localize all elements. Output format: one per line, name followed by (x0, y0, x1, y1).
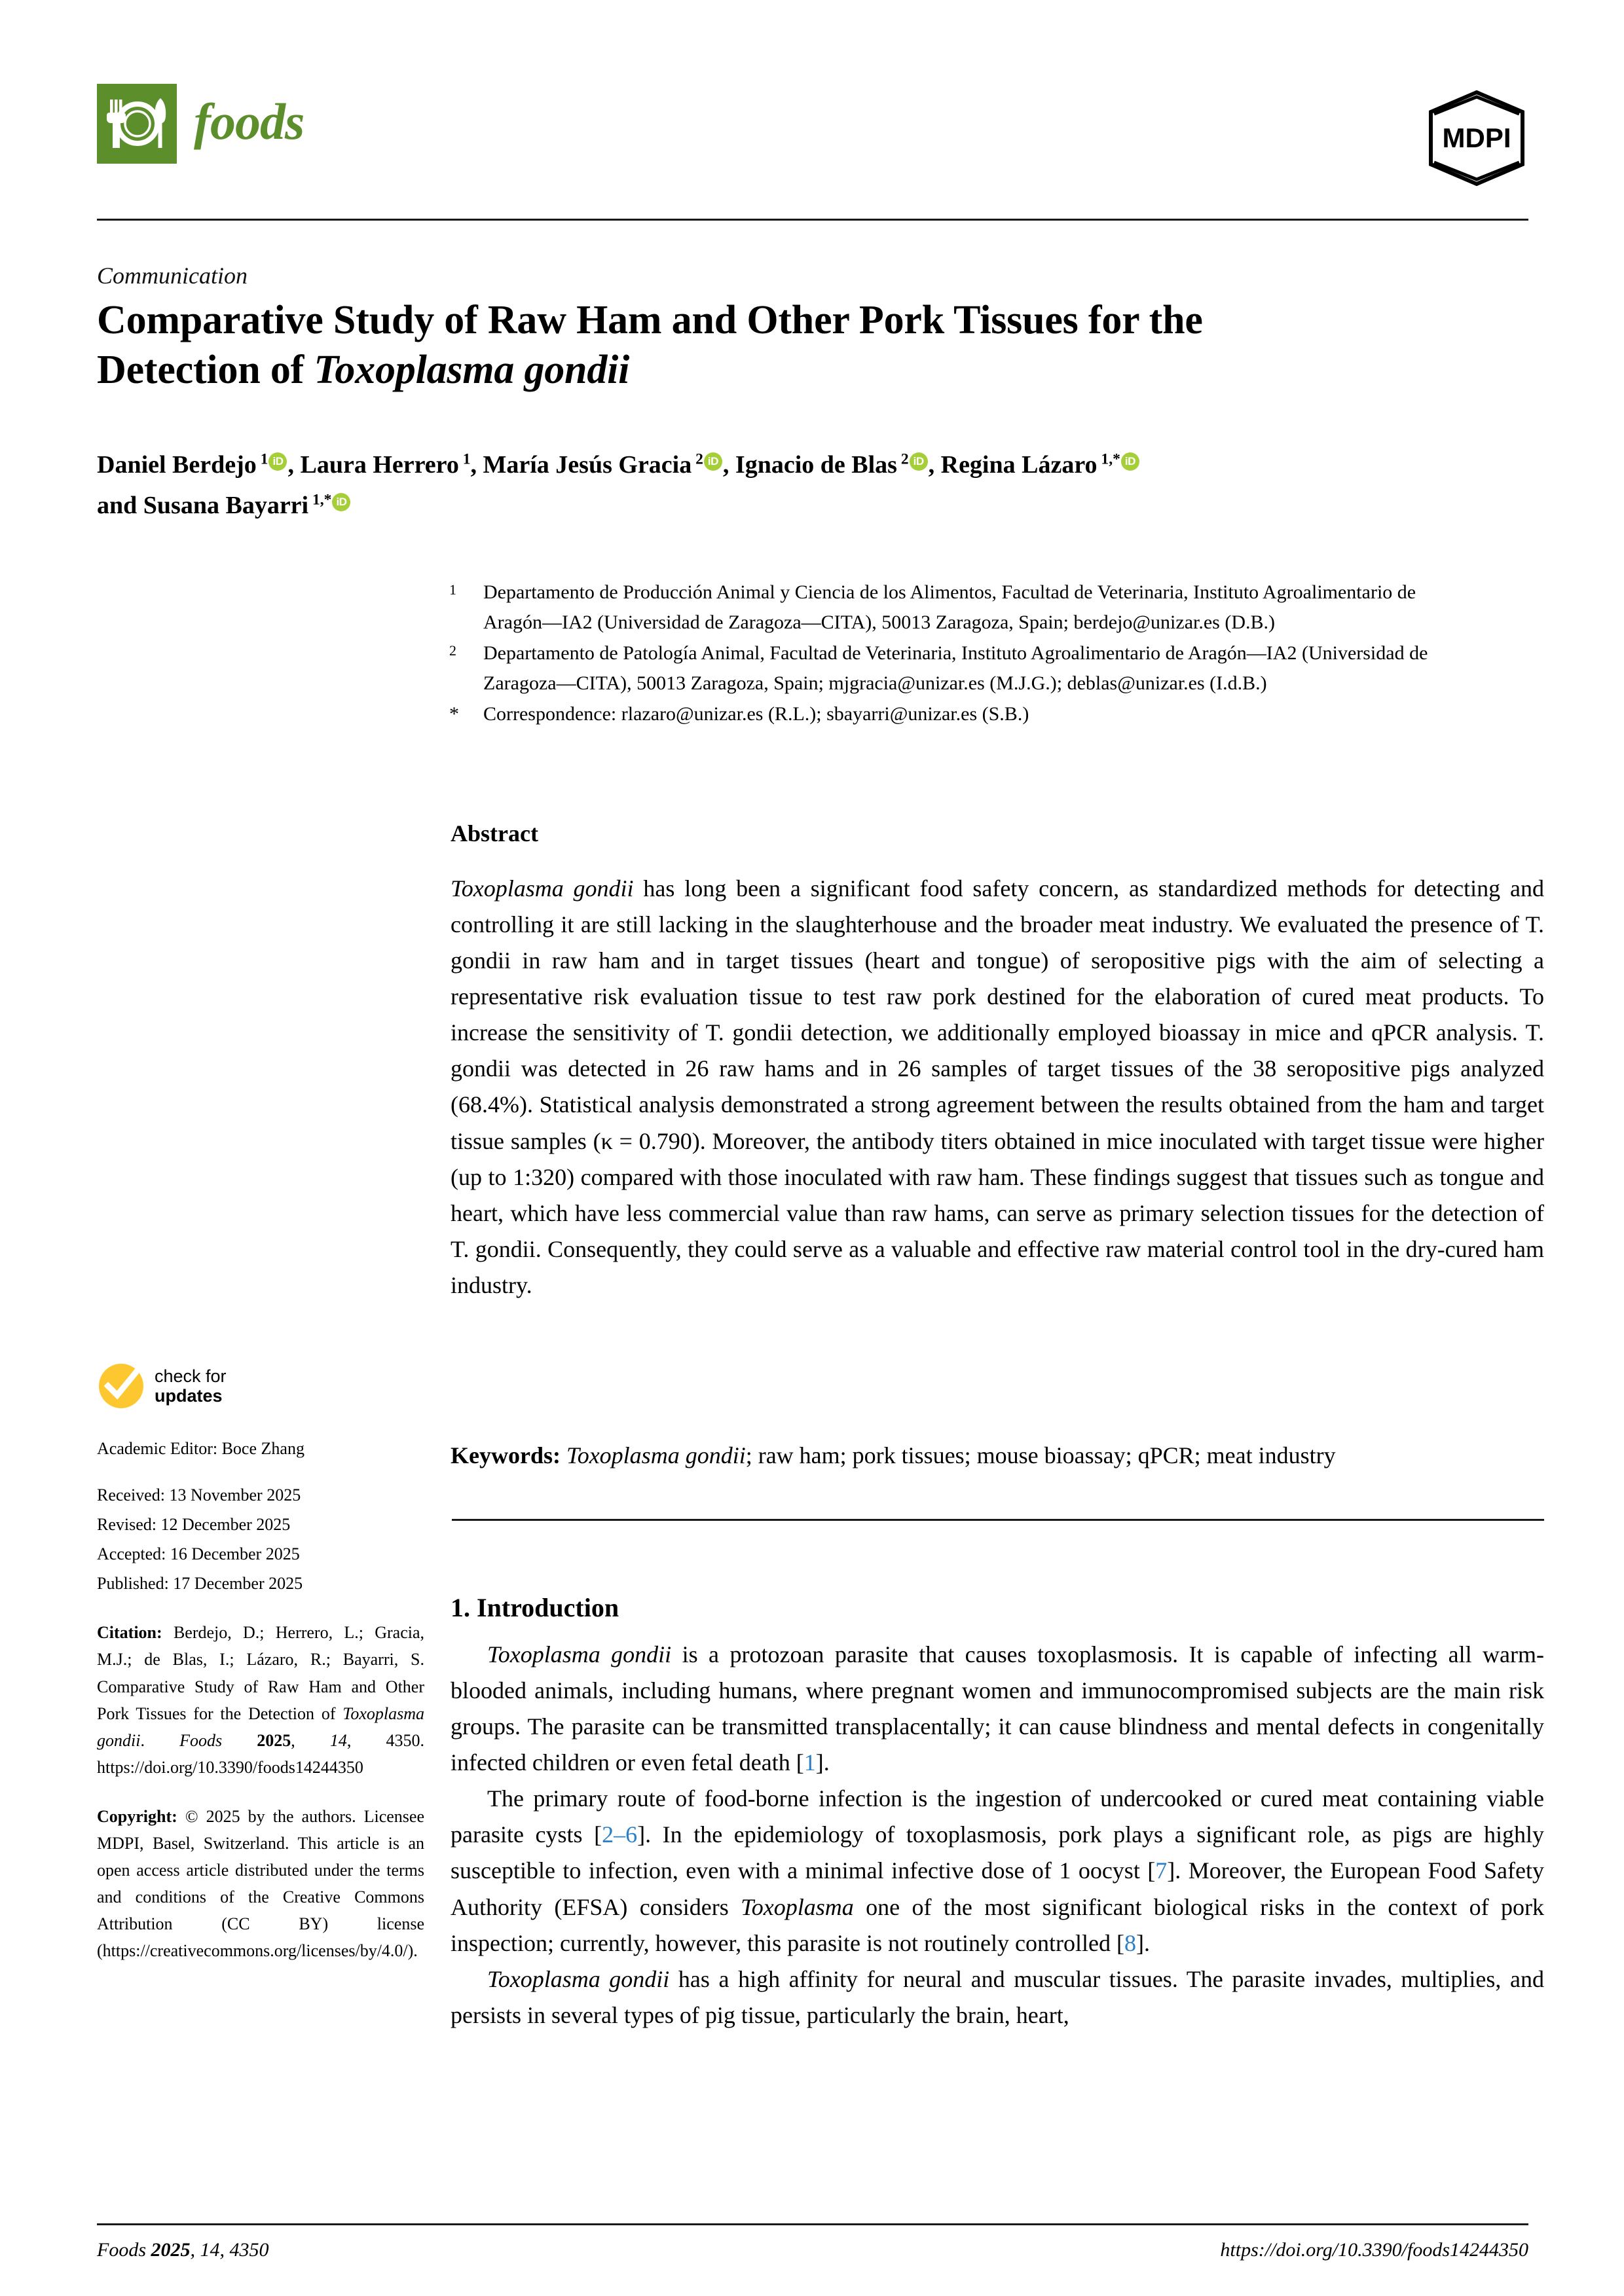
footer-journal: Foods (97, 2239, 146, 2261)
correspondence-text: Correspondence: rlazaro@unizar.es (R.L.); sbayarri@unizar.es (S.B.) (483, 703, 1029, 725)
footer-divider (97, 2223, 1528, 2225)
header-divider (97, 219, 1528, 221)
citation-article-number: 4350. (386, 1730, 425, 1750)
orcid-icon[interactable]: iD (268, 452, 287, 471)
footer-doi[interactable]: https://doi.org/10.3390/foods14244350 (1220, 2239, 1528, 2261)
footer-year: 2025 (151, 2239, 191, 2261)
reference-link[interactable]: 2–6 (602, 1821, 638, 1848)
journal-title: foods (194, 93, 304, 150)
check-for-updates-label (155, 1366, 227, 1406)
keywords-line (451, 1438, 1544, 1473)
paragraph-2-genus: Toxoplasma (741, 1893, 854, 1920)
article-type: Communication (97, 263, 248, 289)
abstract-heading: Abstract (451, 820, 538, 847)
date-received: Received: 13 November 2025 (97, 1485, 301, 1505)
paragraph-2-text-a: The primary route of food-borne infection is the ingestion of undercooked or cured meat containing viable parasite cysts [ (451, 1785, 1544, 1848)
reference-link[interactable]: 8 (1124, 1929, 1136, 1956)
title-line-1: Comparative Study of Raw Ham and Other Pork Tissues for the (97, 298, 1203, 342)
orcid-icon[interactable]: iD (1121, 452, 1139, 471)
affiliation-item (449, 638, 1471, 698)
mdpi-logo[interactable] (1425, 89, 1528, 187)
author-list: Daniel Berdejo $^1$ iD , Laura Herrero $^1$, María Jesús Gracia $^2$ iD , Ignacio de Blas $^2$ iD , Regina Lázaro $^{1,*}$ iD and Susana Bayarri $^{1,*}$ iD (97, 445, 1531, 526)
title-line-2-prefix: Detection of (97, 347, 314, 392)
cfu-line-1: check for (155, 1366, 227, 1386)
affiliation-list (449, 577, 1471, 731)
keywords-species: Toxoplasma gondii (566, 1442, 746, 1468)
masthead (97, 84, 1528, 189)
copyright-label: Copyright: (97, 1806, 177, 1826)
footer-volume: 14 (200, 2239, 220, 2261)
citation-doi-link[interactable]: https://doi.org/10.3390/foods14244350 (97, 1757, 363, 1777)
abstract-divider (452, 1519, 1544, 1521)
orcid-icon[interactable]: iD (910, 452, 928, 471)
date-accepted: Accepted: 16 December 2025 (97, 1544, 300, 1564)
author-affiliation-marker: 1,* (1097, 450, 1120, 468)
paragraph-2-text-d: one of the most significant biological risks in the context of pork inspection; currently, however, this parasite is not routinely controlled [ (451, 1893, 1545, 1956)
affiliation-item (449, 577, 1471, 637)
citation-block: Citation: Berdejo, D.; Herrero, L.; Gracia, M.J.; de Blas, I.; Lázaro, R.; Bayarri, S. Comparative Study of Raw Ham and Other Pork Tissues for the Detection of Toxoplasma gondii. Foods 2025, 14, 4350. https://doi.org/10.3390/foods14244350 (97, 1623, 425, 1777)
check-for-updates-badge[interactable] (97, 1362, 424, 1410)
mdpi-wordmark: MDPI (1442, 122, 1511, 153)
correspondence-item (449, 699, 1471, 729)
paragraph-1 (451, 1637, 1544, 1781)
author-affiliation-marker: 2 (692, 450, 703, 468)
abstract-body-text: has long been a significant food safety concern, as standardized methods for detecting and controlling it are still lacking in the slaughterhouse and the broader meat industry. We evaluated the presence of T. gondii in raw ham and in target tissues (heart and tongue) of seropositive pigs with the aim of selecting a representative risk evaluation tissue to test raw pork destined for the elaboration of cured meat products. To increase the sensitivity of T. gondii detection, we additionally employed bioassay in mice and qPCR analysis. T. gondii was detected in 26 raw hams and in 26 samples of target tissues of the 38 seropositive pigs analyzed (68.4%). Statistical analysis demonstrated a strong agreement between the results obtained from the ham and target tissue samples (κ = 0.790). Moreover, the antibody titers obtained in mice inoculated with target tissue were higher (up to 1:320) compared with those inoculated with raw ham. These findings suggest that tissues such as tongue and heart, which have less commercial value than raw hams, can serve as primary selection tissues for the detection of T. gondii. Consequently, they could serve as a valuable and effective raw material control tool in the dry-cured ham industry. (451, 875, 1544, 1298)
affiliation-text: Departamento de Producción Animal y Ciencia de los Alimentos, Facultad de Veterinaria, Instituto Agroalimentario de Aragón—IA2 (Universidad de Zaragoza—CITA), 50013 Zaragoza, Spain; berdejo@unizar.es (D.B.) (483, 581, 1416, 633)
copyright-text: © 2025 by the authors. Licensee MDPI, Basel, Switzerland. This article is an open access article distributed under the terms and conditions of the Creative Commons Attribution (CC BY) license (https://creativecommons.org/licenses/by/4.0/). (97, 1806, 424, 1961)
citation-label: Citation: (97, 1623, 162, 1643)
plate-cutlery-icon (97, 84, 177, 164)
academic-editor: Academic Editor: Boce Zhang (97, 1439, 304, 1458)
reference-link[interactable]: 7 (1155, 1857, 1168, 1884)
author-affiliation-marker: 2 (896, 450, 909, 468)
author-name[interactable]: Susana Bayarri (143, 491, 309, 519)
paragraph-2 (451, 1781, 1544, 1961)
copyright-block (97, 1803, 424, 1964)
date-revised: Revised: 12 December 2025 (97, 1515, 291, 1535)
title-species-name: Toxoplasma gondii (314, 347, 630, 392)
footer-citation: Foods 2025, 14, 4350 (97, 2239, 269, 2261)
affiliation-text: Departamento de Patología Animal, Facultad de Veterinaria, Instituto Agroalimentario de Aragón—IA2 (Universidad de Zaragoza—CITA), 50013 Zaragoza, Spain; mjgracia@unizar.es (M.J.G.); deblas@unizar.es (I.d.B.) (483, 642, 1428, 694)
citation-year: 2025 (257, 1730, 291, 1750)
sidebar (97, 1362, 424, 1964)
footer-article-number: 4350 (229, 2239, 269, 2261)
paragraph-1-text: is a protozoan parasite that causes toxoplasmosis. It is capable of infecting all warm-blooded animals, including humans, where pregnant women and immunocompromised subjects are the main risk groups. The parasite can be transmitted transplacentally; it can cause blindness and mental defects in congenitally infected children or even fetal death [1]. (451, 1641, 1544, 1776)
citation-authors: Berdejo, D.; Herrero, L.; Gracia, M.J.; de Blas, I.; Lázaro, R.; Bayarri, S. Comparative Study of Raw Ham and Other Pork Tissues for the Detection of (97, 1623, 424, 1723)
author-affiliation-marker: 1,* (308, 490, 332, 508)
page-title (97, 296, 1531, 395)
citation-journal: Foods (179, 1730, 223, 1750)
author-name[interactable]: Daniel Berdejo (97, 451, 257, 479)
author-affiliation-marker: 1 (256, 450, 268, 468)
orcid-icon[interactable]: iD (704, 452, 722, 471)
author-name[interactable]: Regina Lázaro (940, 451, 1098, 479)
correspondence-marker: * (449, 703, 459, 725)
paragraph-2-text-b: ]. In the epidemiology of toxoplasmosis, pork plays a significant role, as pigs are highly susceptible to infection, even with a minimal infective dose of 1 oocyst [ (451, 1821, 1544, 1884)
abstract-text (451, 871, 1544, 1303)
author-name[interactable]: María Jesús Gracia (483, 451, 692, 479)
paragraph-2-text-c: ]. Moreover, the European Food Safety Authority (EFSA) considers (451, 1857, 1544, 1920)
keywords-rest: ; raw ham; pork tissues; mouse bioassay; qPCR; meat industry (745, 1442, 1336, 1468)
paragraph-3 (451, 1961, 1544, 2033)
paragraph-1-lead-species: Toxoplasma gondii (487, 1641, 672, 1667)
author-affiliation-marker: 1 (458, 450, 471, 468)
affiliation-marker: 1 (449, 581, 456, 598)
date-published: Published: 17 December 2025 (97, 1574, 303, 1594)
section-heading-introduction: 1. Introduction (451, 1593, 619, 1622)
page-footer (97, 2239, 1528, 2261)
paragraph-2-text-e: ]. (1135, 1929, 1150, 1956)
author-name[interactable]: Ignacio de Blas (735, 451, 897, 479)
check-circle-icon (97, 1362, 145, 1410)
cfu-line-2: updates (155, 1386, 223, 1406)
author-name[interactable]: Laura Herrero (300, 451, 459, 479)
introduction-body (451, 1637, 1544, 2033)
journal-logo[interactable] (97, 84, 304, 164)
citation-species: Toxoplasma gondii (97, 1704, 424, 1750)
abstract-lead-species: Toxoplasma gondii (451, 875, 634, 902)
orcid-icon[interactable]: iD (332, 493, 350, 511)
paragraph-3-text: has a high affinity for neural and muscular tissues. The parasite invades, multiplies, and persists in several types of pig tissue, particularly the brain, heart, (451, 1965, 1544, 2028)
citation-volume: 14 (329, 1730, 347, 1750)
affiliation-marker: 2 (449, 642, 456, 659)
reference-link[interactable]: 1 (803, 1749, 816, 1776)
keywords-label: Keywords: (451, 1442, 561, 1468)
paragraph-3-lead-species: Toxoplasma gondii (487, 1965, 670, 1992)
